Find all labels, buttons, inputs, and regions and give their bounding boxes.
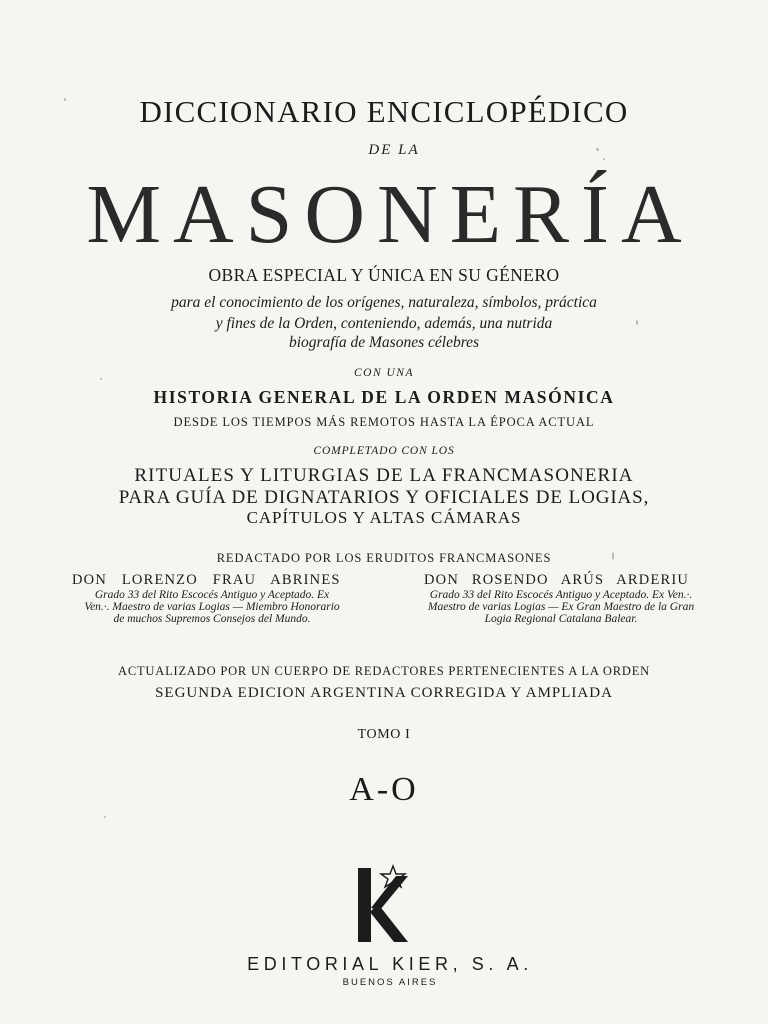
de-la-text: DE LA — [368, 142, 420, 158]
rituales-line-2: PARA GUÍA DE DIGNATARIOS Y OFICIALES DE LOGIAS, — [118, 487, 650, 508]
actualizado-text: ACTUALIZADO POR UN CUERPO DE REDACTORES PERTENECIENTES A LA ORDEN — [118, 664, 650, 678]
main-title: MASONERÍA — [86, 168, 694, 261]
rituales-line-1: RITUALES Y LITURGIAS DE LA FRANCMASONERIA — [134, 465, 634, 486]
redactado-text: REDACTADO POR LOS ERUDITOS FRANCMASONES — [216, 551, 552, 565]
description-line-3: biografía de Masones célebres — [288, 334, 480, 351]
paper-speck — [104, 816, 106, 818]
volume-label: TOMO I — [357, 727, 411, 742]
author-2-description: Grado 33 del Rito Escocés Antiguo y Aceptado. Ex Ven.·. Maestro de varias Logias — Ex Gran Maestro de la Gran Logia Regional Catalana Balear. — [427, 589, 695, 625]
edition-text: SEGUNDA EDICION ARGENTINA CORREGIDA Y AMPLIADA — [155, 685, 613, 701]
publisher-city: BUENOS AIRES — [342, 977, 438, 988]
description-line-1: para el conocimiento de los orígenes, naturaleza, símbolos, práctica — [171, 294, 597, 311]
publisher-name: EDITORIAL KIER, S. A. — [247, 954, 533, 974]
volume-range: A-O — [349, 771, 419, 808]
paper-speck — [596, 148, 599, 151]
con-una-text: CON UNA — [353, 367, 415, 379]
paper-speck — [612, 552, 614, 560]
subtitle: OBRA ESPECIAL Y ÚNICA EN SU GÉNERO — [208, 265, 560, 285]
author-1-description: Grado 33 del Rito Escocés Antiguo y Aceptado. Ex Ven.·. Maestro de varias Logias — Miembro Honorario de muchos Supremos Consejos del Mundo. — [84, 589, 340, 625]
completado-text: COMPLETADO CON LOS — [313, 445, 455, 457]
author-1-name: DON LORENZO FRAU ABRINES — [72, 572, 341, 588]
paper-speck — [100, 378, 102, 380]
historia-heading: HISTORIA GENERAL DE LA ORDEN MASÓNICA — [153, 387, 615, 407]
paper-speck — [64, 98, 66, 101]
description-line-2: y fines de la Orden, conteniendo, además, una nutrida — [215, 315, 553, 332]
dictionary-title: DICCIONARIO ENCICLOPÉDICO — [139, 94, 629, 129]
paper-speck — [603, 158, 605, 160]
paper-speck — [636, 320, 638, 325]
kier-logo-icon — [356, 864, 412, 946]
rituales-line-3: CAPÍTULOS Y ALTAS CÁMARAS — [246, 508, 522, 527]
desde-text: DESDE LOS TIEMPOS MÁS REMOTOS HASTA LA ÉPOCA ACTUAL — [173, 415, 595, 429]
author-2-name: DON ROSENDO ARÚS ARDERIU — [424, 572, 690, 588]
